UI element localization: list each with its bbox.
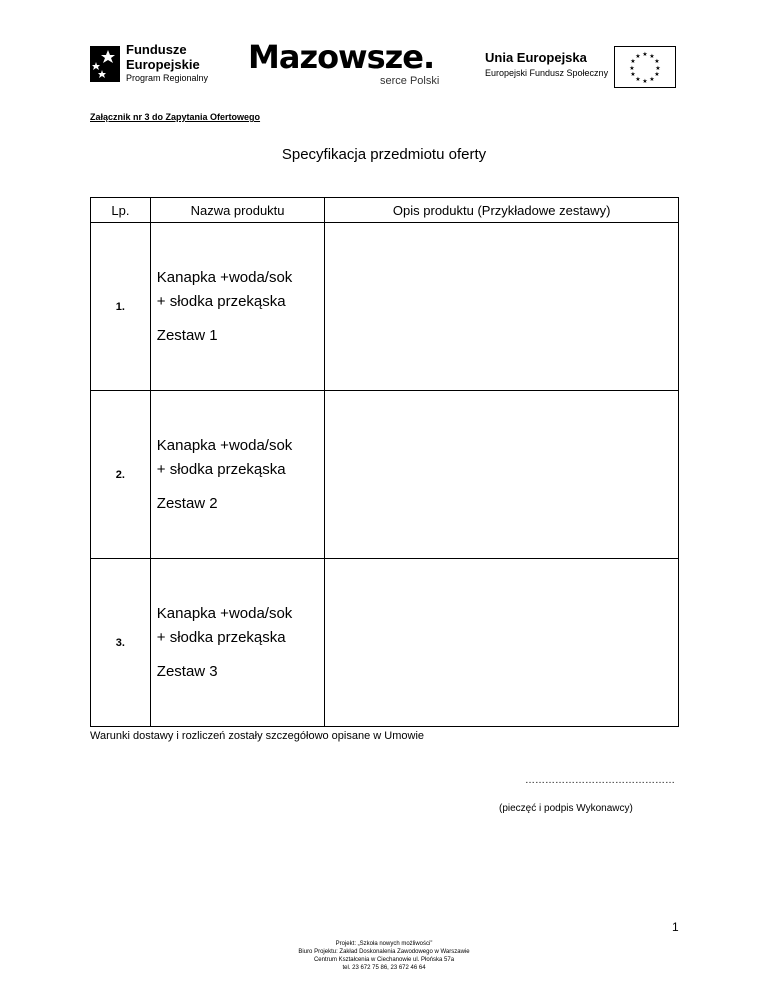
row-lp: 2. xyxy=(91,391,151,559)
header-product-name: Nazwa produktu xyxy=(150,198,325,223)
svg-text:★: ★ xyxy=(654,71,660,78)
row-description[interactable] xyxy=(325,559,679,727)
svg-text:★: ★ xyxy=(655,65,661,72)
footer-line2: Biuro Projektu: Zakład Doskonalenia Zawodowego w Warszawie xyxy=(298,949,470,955)
svg-text:★: ★ xyxy=(630,58,636,65)
eu-flag-icon xyxy=(614,46,676,88)
fe-line3: Program Regionalny xyxy=(126,73,209,83)
fe-line1: Fundusze xyxy=(126,42,187,57)
row-description[interactable] xyxy=(325,223,679,391)
ue-line1: Unia Europejska xyxy=(485,50,587,65)
table-row xyxy=(91,223,679,391)
product-name-line1: Kanapka +woda/sok xyxy=(156,268,293,286)
page-footer xyxy=(0,940,768,972)
product-name-line2: + słodka przekąska xyxy=(156,628,286,646)
page-title: Specyfikacja przedmiotu oferty xyxy=(281,146,487,163)
product-set-label: Zestaw 3 xyxy=(156,662,218,680)
fe-star-icon xyxy=(90,42,120,86)
row-product-name xyxy=(150,391,325,559)
row-product-name xyxy=(150,559,325,727)
svg-text:★: ★ xyxy=(629,65,635,72)
annex-label: Załącznik nr 3 do Zapytania Ofertowego xyxy=(90,112,261,122)
svg-text:★: ★ xyxy=(649,53,655,60)
product-set-label: Zestaw 1 xyxy=(156,326,218,344)
mazowsze-wordmark: Mazowsze. xyxy=(248,38,435,76)
svg-text:★: ★ xyxy=(654,58,660,65)
page-number: 1 xyxy=(672,920,679,934)
mazowsze-tagline: serce Polski xyxy=(380,75,440,87)
footer-line3: Centrum Kształcenia w Ciechanowie ul. Płońska 57a xyxy=(313,957,455,963)
table-row xyxy=(91,391,679,559)
mazowsze-logo xyxy=(248,38,448,90)
fe-line2: Europejskie xyxy=(126,57,200,72)
footer-line4: tel. 23 672 75 86, 23 672 46 64 xyxy=(342,965,426,971)
signature-label: (pieczęć i podpis Wykonawcy) xyxy=(499,803,633,814)
footer-line1: Projekt: „Szkoła nowych możliwości” xyxy=(335,941,433,947)
product-name-line1: Kanapka +woda/sok xyxy=(156,436,293,454)
ue-line2: Europejski Fundusz Społeczny xyxy=(485,68,609,78)
product-set-label: Zestaw 2 xyxy=(156,494,218,512)
specification-table xyxy=(90,197,679,727)
row-lp: 3. xyxy=(91,559,151,727)
svg-text:★: ★ xyxy=(649,76,655,83)
svg-text:★: ★ xyxy=(635,53,641,60)
fundusze-europejskie-logo xyxy=(90,42,250,90)
product-name-line2: + słodka przekąska xyxy=(156,292,286,310)
svg-text:★: ★ xyxy=(642,51,648,58)
delivery-terms: Warunki dostawy i rozliczeń zostały szczegółowo opisane w Umowie xyxy=(90,730,425,742)
svg-text:★: ★ xyxy=(635,76,641,83)
table-row xyxy=(91,559,679,727)
row-description[interactable] xyxy=(325,391,679,559)
header-product-description: Opis produktu (Przykładowe zestawy) xyxy=(325,198,679,223)
header-lp: Lp. xyxy=(91,198,151,223)
row-product-name xyxy=(150,223,325,391)
product-name-line1: Kanapka +woda/sok xyxy=(156,604,293,622)
svg-text:★: ★ xyxy=(630,71,636,78)
row-lp: 1. xyxy=(91,223,151,391)
ue-logo-text xyxy=(485,50,608,80)
logo-header xyxy=(0,40,768,92)
product-name-line2: + słodka przekąska xyxy=(156,460,286,478)
table-header-row xyxy=(91,198,679,223)
svg-text:★: ★ xyxy=(642,78,648,85)
signature-line: ……………………………………… xyxy=(525,775,675,786)
